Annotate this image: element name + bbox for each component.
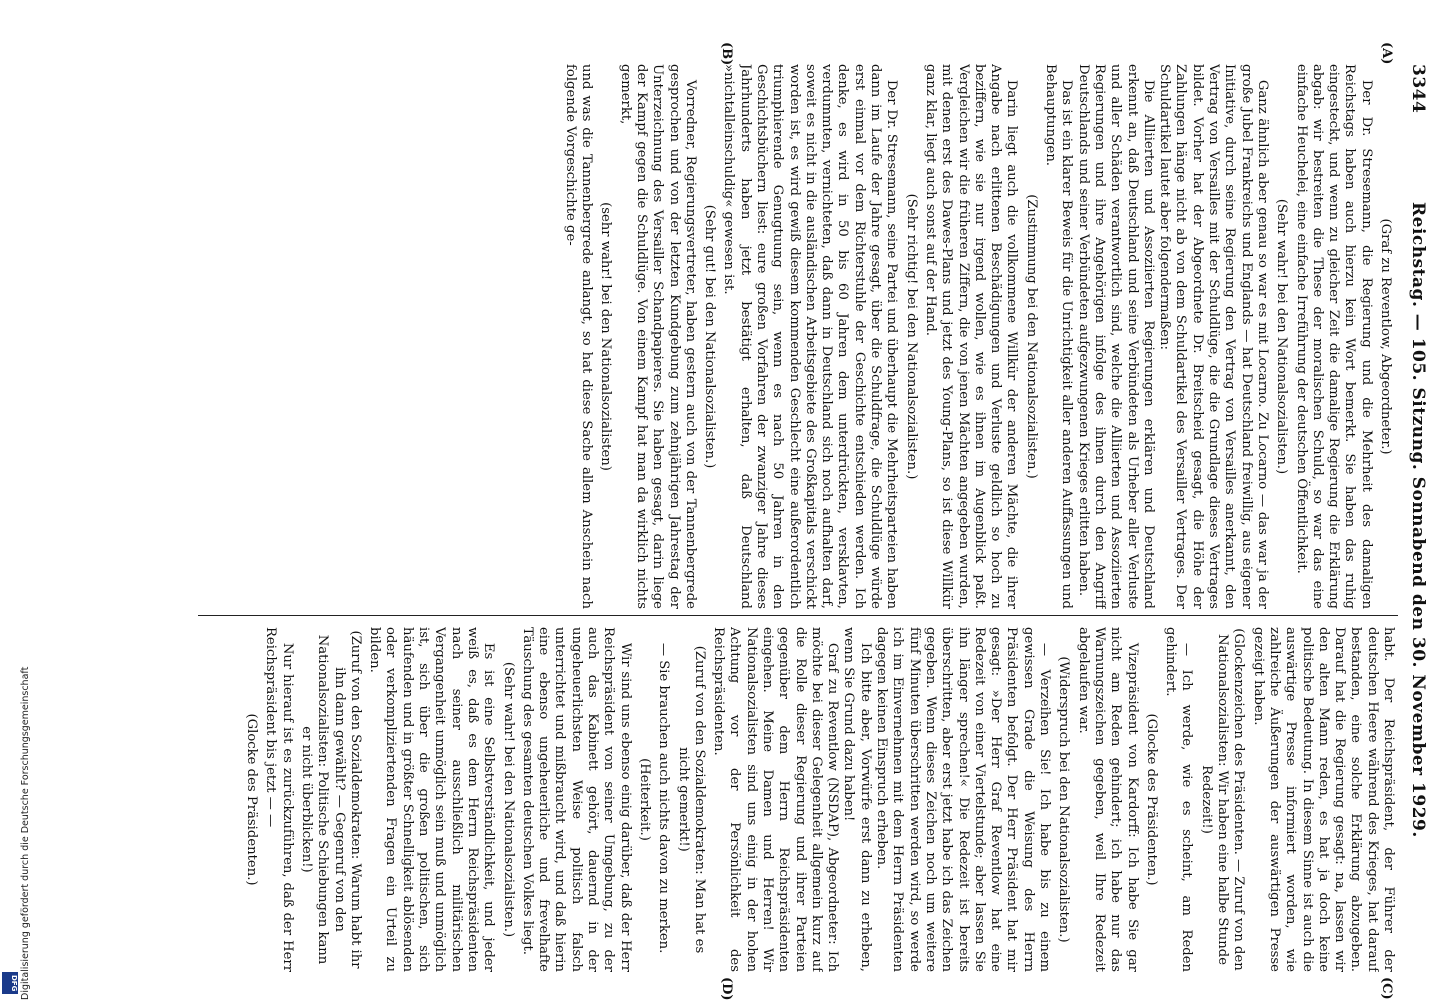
paragraph: Graf zu Reventlow (NSDAP), Abgeordneter: Ich möchte bei dieser Gelegenheit allgemein kurz auf die Rolle dieser Regierung und ihrer Parteien gegenüber dem Herrn Reichspräsidenten eingehen. Meine Damen und Herren! Wir Nationalsozialisten sind uns einig in der hohen Achtung vor der Persönlichkeit des Reichspräsidenten. [711,627,841,972]
interjection: (Widerspruch bei den Nationalsozialisten.) [1056,656,1072,943]
paragraph: Der Dr. Stresemann, die Regierung und die Mehrheit des damaligen Reichstags haben auch hierzu kein Wort bemerkt. Sie haben das ruhig eingesteckt, und wenn zu gleicher Zeit die damalige Regierung die Erklärung abgab: wir bestreiten die These der moralischen Schuld, so war das eine einfache Heuchelei, eine einfache Irreführung der deutschen Öffentlichkeit. [1293,64,1374,609]
running-title: Reichstag. — 105. Sitzung. Sonnabend den 30. November 1929. [1408,202,1428,838]
interjection: (Glocke des Präsidenten.) [1143,713,1159,886]
paragraph: Vizepräsident von Kardorff: Ich habe Sie gar nicht am Reden gehindert; ich habe nur das Warnungszeichen gegeben, weil Ihre Redezeit abgelaufen war. [1075,627,1140,972]
interjection: (Glockenzeichen des Präsidenten. — Zuruf von den Nationalsozialisten: Wir haben eine halbe Stunde Redezeit!) [1198,628,1247,971]
interjection: (Heiterkeit.) [636,758,652,841]
paragraph: Darin liegt auch die vollkommene Willkür der anderen Mächte, die ihrer Angabe nach erlittenen Beschädigungen und Verluste geldlich so hoch zu beziffern, wie sie nur irgend wollen, wie es ihnen im Augenblick paßt. Vergleichen wir die früheren Ziffern, die von jenen Mächten angegeben wurden, mit denen erst des Dawes-Plans und jetzt des Young-Plans, so ist diese Willkür ganz klar, liegt auch sonst auf der Hand. [922,64,1020,609]
page-number: 3344 [1408,64,1428,114]
dfg-logo: DFG [2,972,18,994]
interjection: (Zuruf von den Sozialdemokraten: Man hat es nicht gemerkt!) [675,645,707,954]
document-page [129,12,1434,1001]
margin-mark-d: (D) [719,977,734,1001]
margin-mark-b: (B) [719,42,734,66]
paragraph: Das ist ein klarer Beweis für die Unrichtigkeit aller anderen Auffassungen und Behauptungen. [1043,64,1075,609]
interjection: (Sehr richtig! bei den Nationalsozialisten.) [903,193,919,480]
paragraph: — Sie brauchen auch nichts davon zu merken. [656,642,672,954]
interjection: (Graf zu Reventlow, Abgeordneter.) [1378,218,1393,455]
interjection: (Zustimmung bei den Nationalsozialisten.) [1023,194,1039,479]
column-divider [198,615,1398,616]
margin-mark-c: (C) [1379,977,1394,1000]
interjection: (Sehr wahr! bei den Nationalsozialisten.) [1274,198,1290,475]
interjection: (Sehr wahr! bei den Nationalsozialisten.) [500,661,516,938]
interjection: (Sehr gut! bei den Nationalsozialisten.) [702,204,718,469]
paragraph: Ganz ähnlich aber genau so war es mit Locarno. Zu Locarno — das war ja der große Jubel Frankreichs und Englands — hat Deutschland freiwillig, aus eigener Initiative, durch seine Regierung den Vertrag von Versailles anerkannt, den Vertrag von Versailles mit der Schuldlüge, die die Grundlage dieses Vertrages bildet. Vorher hat der Abgeordnete Dr. Breitscheid gesagt, die Höhe der Zahlungen hänge nicht ab von dem Schuldartikel des Versailler Vertrages. Der Schuldartikel lautet aber folgendermaßen: [1157,64,1270,609]
paragraph: Nur hierauf ist es zurückzuführen, daß der Herr Reichspräsident bis jetzt — — [263,627,295,972]
paragraph: Die Alliierten und Assoziierten Regierungen erklären und Deutschland erkennt an, daß Deutschland und seine Verbündeten als Urheber aller Verluste und aller Schäden verantwortlich sind, welche die Alliierten und Assoziierten Regierungen und ihre Angehörigen infolge des ihnen durch den Angriff Deutschlands und seiner Verbündeten aufgezwungenen Krieges erlitten haben. [1075,64,1156,609]
paragraph: Der Dr. Stresemann, seine Partei und überhaupt die Mehrheitsparteien haben dann im Laufe der Jahre gesagt, über die Schuldfrage, die Schuldlüge würde erst einmal vor dem Richterstuhle der Geschichte entschieden werden. Ich denke, es wird in 50 bis 60 Jahren dem unterdrückten, versklavten, verdummten, vernichteten, daß dann in Deutschland sich noch aufhalten darf, soweit es nicht in die ausländischen Arbeitsgebiete des Großkapitals verschickt worden ist, es wird gewiß diesem kommenden Geschlecht eine außerordentlich triumphierende Genugtuung sein, wenn es nach 50 Jahren in den Geschichtsbüchern liest: eure großen Vorfahren der zwanziger Jahre dieses Jahrhunderts haben jetzt bestätigt erhalten, daß Deutschland »nichtalleinschuldig« gewesen ist. [721,64,900,609]
paragraph: Vorredner, Regierungsvertreter, haben gestern auch von der Tannenbergrede gesprochen und von der letzten Kundgebung zum zehnjährigen Jahrestag der Unterzeichnung des Versailler Schandpapieres. Sie haben gesagt, darin liege der Kampf gegen die Schuldlüge. Von einem Kampf hat man da wirklich nichts gemerkt, [617,64,698,609]
digitization-credit: Digitalisierung gefördert durch die Deutsche Forschungsgemeinschaft [20,666,31,1000]
interjection: (Glocke des Präsidenten.) [244,713,260,886]
paragraph: und was die Tannenbergrede anlangt, so hat diese Sache allem Anschein nach folgende Vorgeschichte ge- [562,64,595,609]
paragraph: Ich bitte aber, Vorwürfe erst dann zu erheben, wenn Sie Grund dazu haben! [841,627,873,972]
paragraph: Es ist eine Selbstverständlichkeit, und jeder weiß es, daß es dem Herrn Reichspräsidenten nach seiner ausschließlich militärischen Vergangenheit unmöglich sein muß und unmöglich ist, sich über die großen politischen, sich häufenden und in größter Schnelligkeit ablösenden oder verkompliziertenden Fragen ein Urteil zu bilden. [367,627,497,972]
paragraph: — Ich werde, wie es scheint, am Reden gehindert. [1163,627,1195,972]
paragraph: Wir sind uns ebenso einig darüber, daß der Herr Reichspräsident von seiner Umgebung, zu der auch das Kabinett gehört, dauernd in der ungeheuerlichsten Weise politisch falsch unterrichtet und mißbraucht wird, und daß hierin eine ebenso ungeheuerliche und frevelhafte Täuschung des gesamten deutschen Volkes liegt. [519,627,633,972]
paragraph: — Verzeihen Sie! Ich habe bis zu einem gewissen Grade die Weisung des Herrn Präsidenten befolgt. Der Herr Präsident hat mir gesagt: »Der Herr Graf Reventlow hat eine Redezeit von einer Viertelstunde; aber lassen Sie ihn länger sprechen!« Die Redezeit ist bereits überschritten, aber erst jetzt habe ich das Zeichen gegeben. Wenn dieses Zeichen noch um weitere fünf Minuten überschritten werden wird, so werde ich im Einvernehmen mit dem Herrn Präsidenten dagegen keinen Einspruch erheben. [874,627,1053,972]
interjection: (Zuruf von den Sozialdemokraten: Warum habt ihr ihn dann gewählt? — Gegenruf von den Nationalsozialisten: Politische Schiebungen kann er nicht überblicken!) [299,630,363,969]
paragraph: habt. Der Reichspräsident, der Führer der deutschen Heere während des Krieges, hat darauf bestanden, eine solche Erklärung abzugeben. Darauf hat die Regierung gesagt: na, lassen wir den alten Mann reden, es hat ja doch keine politische Bedeutung. In diesem Sinne ist auch die auswärtige Presse informiert worden, wie zahlreiche Äußerungen der auswärtigen Presse gezeigt haben. [1250,627,1396,972]
left-column [146,64,1396,609]
interjection: (sehr wahr! bei den Nationalsozialisten) [598,202,614,471]
right-column [146,627,1396,972]
page-header [1404,12,1434,992]
margin-mark-a: (A) [1379,42,1394,65]
